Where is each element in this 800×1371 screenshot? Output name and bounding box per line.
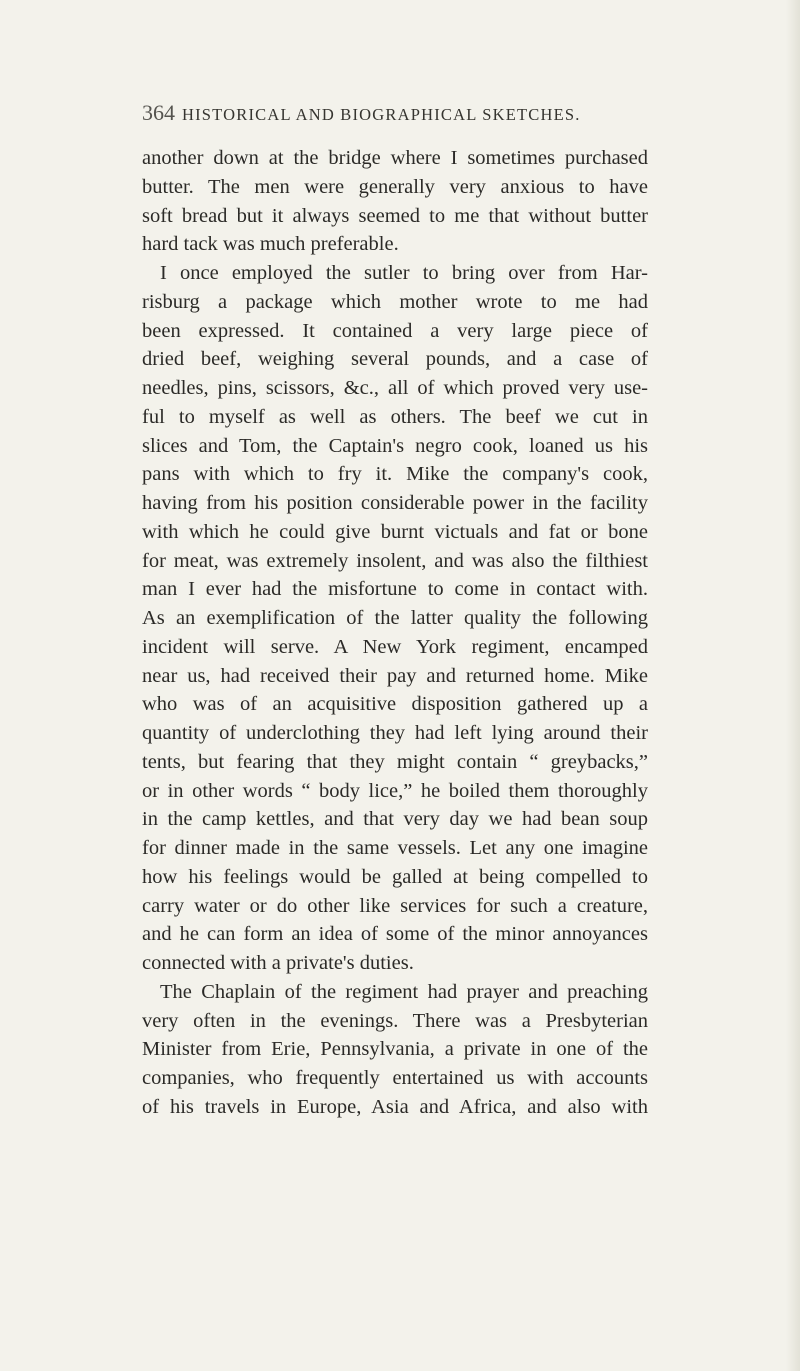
text-line: been expressed. It contained a very large piece of bbox=[142, 319, 648, 342]
text-line: of his travels in Europe, Asia and Africa, and also with bbox=[142, 1095, 648, 1118]
text-line: tents, but fearing that they might contain “ greybacks,” bbox=[142, 750, 648, 773]
text-line: another down at the bridge where I sometimes purchased bbox=[142, 147, 648, 169]
text-line: butter. The men were generally very anxious to have bbox=[142, 175, 648, 198]
text-line: carry water or do other like services for such a creature, bbox=[142, 894, 648, 917]
text-line: having from his position considerable power in the facility bbox=[142, 492, 648, 514]
text-line: risburg a package which mother wrote to me had bbox=[142, 290, 648, 313]
text-line: how his feelings would be galled at being compelled to bbox=[142, 865, 648, 888]
text-line: hard tack was much preferable. bbox=[142, 233, 399, 256]
page-edge-shadow bbox=[786, 0, 800, 1371]
page-header bbox=[142, 98, 662, 128]
text-line: quantity of underclothing they had left lying around their bbox=[142, 722, 648, 744]
text-line: Minister from Erie, Pennsylvania, a private in one of the bbox=[142, 1038, 648, 1061]
text-line: very often in the evenings. There was a Presbyterian bbox=[142, 1009, 648, 1032]
text-line: incident will serve. A New York regiment, encamped bbox=[142, 635, 648, 658]
text-line: The Chaplain of the regiment had prayer and preaching bbox=[160, 980, 648, 1003]
page-number: 364 bbox=[142, 100, 175, 125]
text-line: connected with a private's duties. bbox=[142, 952, 414, 974]
text-line: dried beef, weighing several pounds, and a case of bbox=[142, 348, 648, 371]
text-line: slices and Tom, the Captain's negro cook, loaned us his bbox=[142, 434, 648, 457]
text-line: As an exemplification of the latter quality the following bbox=[142, 607, 648, 629]
text-line: near us, had received their pay and returned home. Mike bbox=[142, 664, 648, 687]
text-line: for meat, was extremely insolent, and was also the filthiest bbox=[142, 549, 648, 572]
text-line: in the camp kettles, and that very day we had bean soup bbox=[142, 808, 648, 831]
text-line: or in other words “ body lice,” he boiled them thoroughly bbox=[142, 779, 648, 802]
text-line: I once employed the sutler to bring over from Har- bbox=[160, 262, 648, 284]
text-line: who was of an acquisitive disposition gathered up a bbox=[142, 693, 648, 716]
body-text bbox=[142, 144, 648, 1122]
text-line: man I ever had the misfortune to come in contact with. bbox=[142, 578, 648, 601]
text-line: pans with which to fry it. Mike the company's cook, bbox=[142, 463, 648, 486]
text-line: and he can form an idea of some of the minor annoyances bbox=[142, 923, 648, 946]
text-line: with which he could give burnt victuals and fat or bone bbox=[142, 520, 648, 543]
text-line: for dinner made in the same vessels. Let any one imagine bbox=[142, 837, 648, 859]
text-line: needles, pins, scissors, &c., all of which proved very use- bbox=[142, 377, 648, 399]
text-line: ful to myself as well as others. The beef we cut in bbox=[142, 405, 648, 428]
running-head: HISTORICAL AND BIOGRAPHICAL SKETCHES. bbox=[182, 105, 581, 124]
text-line: companies, who frequently entertained us with accounts bbox=[142, 1067, 648, 1089]
text-line: soft bread but it always seemed to me that without butter bbox=[142, 204, 648, 227]
